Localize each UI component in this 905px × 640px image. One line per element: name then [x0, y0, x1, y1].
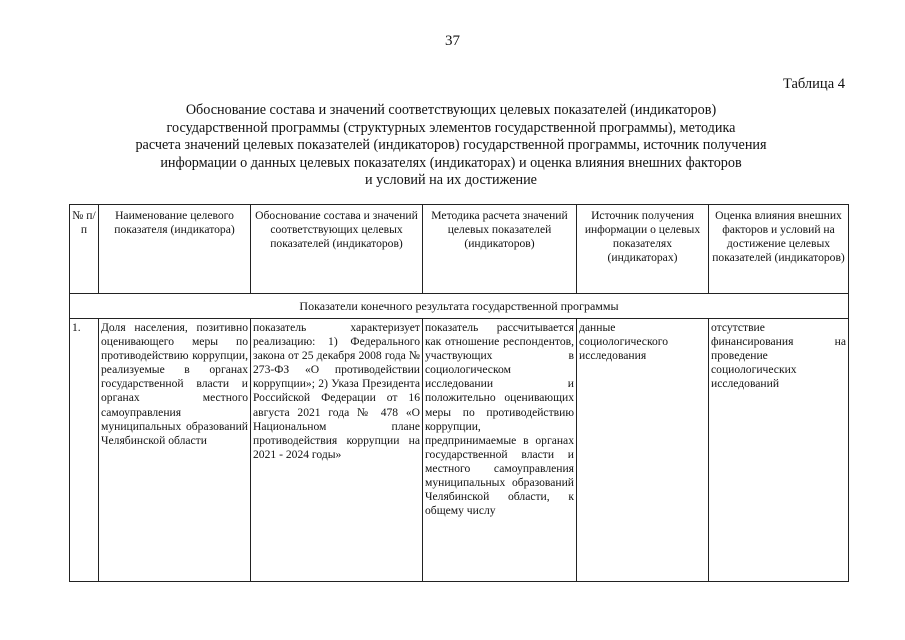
influence-cell: отсутствие финансирования на проведение социологических исследований: [709, 319, 849, 582]
header-justification: Обоснование состава и значений соответствующих целевых показателей (индикаторов): [251, 205, 423, 294]
title-line: расчета значений целевых показателей (индикаторов) государственной программы, источник получения: [135, 137, 767, 154]
section-title: Показатели конечного результата государственной программы: [70, 294, 849, 319]
methodology-cell: показатель рассчитывается как отношение респондентов, участвующих в социологическом исследовании и положительно оценивающих меры по противодействию коррупции, предпринимаемые в органах государственной власти и местного самоуправления муниципальных образований Челябинской области, к общему числу: [423, 319, 577, 582]
justification-cell: показатель характеризует реализацию: 1) Федерального закона от 25 декабря 2008 года № 273-ФЗ «О противодействии коррупции»; 2) Указа Президента Российской Федерации от 16 августа 2021 года № 478 «О Национальном плане противодействия коррупции на 2021 - 2024 годы»: [251, 319, 423, 582]
table-header-row: [70, 205, 849, 294]
table-row: [70, 319, 849, 582]
header-methodology: Методика расчета значений целевых показателей (индикаторов): [423, 205, 577, 294]
section-row: [70, 294, 849, 319]
header-indicator-name: Наименование целевого показателя (индикатора): [99, 205, 251, 294]
table-label: Таблица 4: [782, 76, 845, 92]
title-line: и условий на их достижение: [365, 172, 537, 189]
title-line: информации о данных целевых показателях (индикаторах) и оценка влияния внешних факторов: [160, 154, 742, 171]
title-line: государственной программы (структурных элементов государственной программы), методика: [166, 119, 736, 136]
title-line: Обоснование состава и значений соответствующих целевых показателей (индикаторов): [185, 102, 717, 118]
header-source: Источник получения информации о целевых показателях (индикаторах): [577, 205, 709, 294]
header-number: № п/п: [70, 205, 99, 294]
header-influence: Оценка влияния внешних факторов и условий на достижение целевых показателей (индикаторов): [709, 205, 849, 294]
indicators-table: [69, 204, 849, 582]
page-number: 37: [445, 33, 460, 49]
indicator-name-cell: Доля населения, позитивно оценивающего меры по противодействию коррупции, реализуемые в органах государственной власти и органах местного самоуправления муниципальных образований Челябинской области: [99, 319, 251, 582]
document-title: [90, 102, 812, 190]
row-number: 1.: [70, 319, 99, 582]
source-cell: данные социологического исследования: [577, 319, 709, 582]
